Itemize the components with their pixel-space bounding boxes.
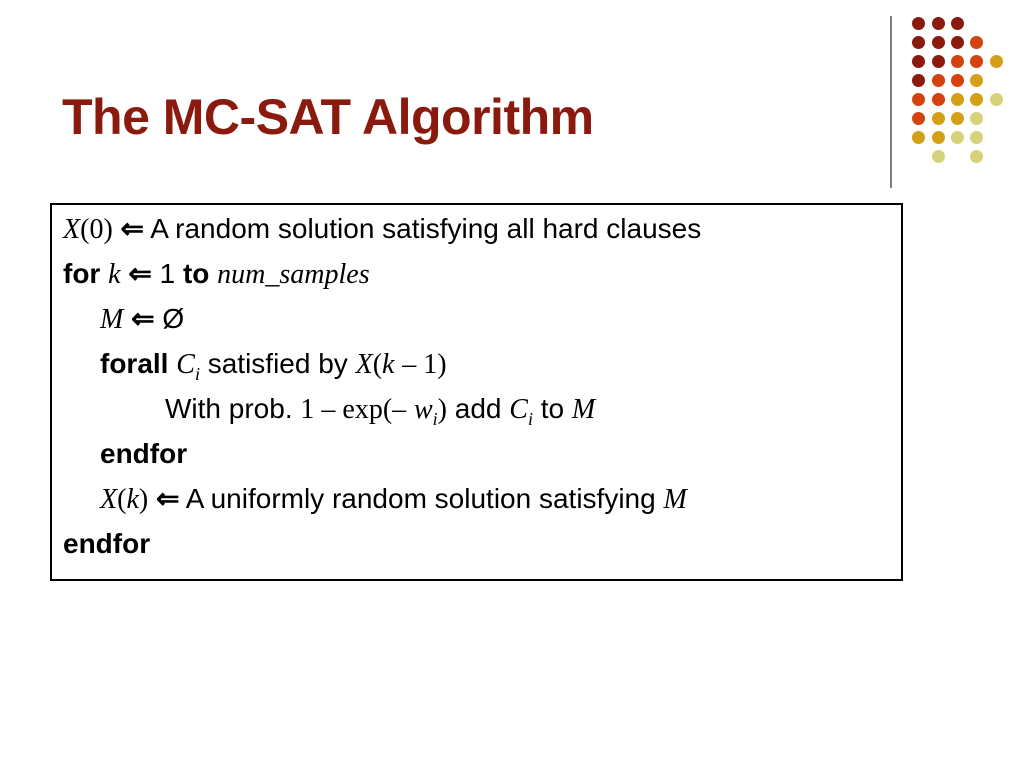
decorative-dot — [951, 93, 964, 106]
loop-end: num_samples — [217, 259, 370, 290]
decorative-dot — [932, 17, 945, 30]
decorative-dot — [970, 36, 983, 49]
decorative-dot — [970, 150, 983, 163]
clause-subscript: i — [194, 364, 200, 384]
forall-text: satisfied by — [207, 348, 348, 379]
decorative-dot — [932, 150, 945, 163]
with-prob-text: With prob. — [165, 393, 293, 424]
var-m: M — [663, 484, 687, 515]
decorative-dot — [970, 93, 983, 106]
decorative-dot — [932, 112, 945, 125]
decorative-dot — [951, 131, 964, 144]
algo-line-init: X(0) ⇐ A random solution satisfying all hard clauses — [63, 213, 702, 245]
var-x: X — [100, 484, 118, 515]
decorative-dot — [932, 36, 945, 49]
slide-title: The MC-SAT Algorithm — [62, 89, 594, 145]
decorative-dot — [970, 131, 983, 144]
decorative-dot — [912, 55, 925, 68]
decorative-dot — [990, 55, 1003, 68]
decorative-dot — [932, 93, 945, 106]
init-description: A random solution satisfying all hard clauses — [150, 213, 702, 244]
keyword-endfor: endfor — [63, 528, 151, 559]
title-divider-line — [890, 16, 892, 188]
algo-line-endfor-outer — [63, 528, 150, 560]
decorative-dot — [912, 74, 925, 87]
one-minus-exp: 1 – exp — [300, 394, 383, 425]
decorative-dot — [951, 55, 964, 68]
clause-subscript: i — [527, 409, 533, 429]
decorative-dot — [912, 93, 925, 106]
decorative-dot — [951, 36, 964, 49]
assign-arrow-icon: ⇐ — [155, 483, 180, 514]
decorative-dot — [932, 55, 945, 68]
algo-line-with-prob: With prob. 1 – exp(– $w_i$) add $C_i$ to M — [165, 393, 596, 429]
minus-one: – 1 — [402, 349, 438, 380]
negation: – — [392, 394, 407, 425]
keyword-forall: forall — [100, 348, 169, 379]
decorative-dot — [932, 74, 945, 87]
loop-var: k — [108, 259, 121, 290]
clause-var: C — [176, 349, 195, 380]
weight-var: w — [413, 394, 433, 425]
var-x-arg: 0 — [89, 214, 104, 245]
keyword-to: to — [182, 258, 210, 289]
decorative-dot — [970, 55, 983, 68]
algo-line-sample: X(k) ⇐ A uniformly random solution satisfying M — [100, 483, 687, 515]
to-text: to — [540, 393, 565, 424]
empty-set: Ø — [162, 303, 185, 334]
clause-var: C — [509, 394, 528, 425]
algo-line-init-m — [100, 303, 184, 336]
decorative-dot — [912, 17, 925, 30]
algo-line-forall: forall $C_i$ satisfied by X(k – 1) — [100, 348, 447, 384]
keyword-for: for — [63, 258, 101, 289]
add-text: add — [454, 393, 502, 424]
var-k: k — [126, 484, 139, 515]
var-m: M — [571, 394, 596, 425]
assign-arrow-icon: ⇐ — [120, 213, 145, 244]
decorative-dot — [970, 112, 983, 125]
decorative-dot — [912, 36, 925, 49]
decorative-dot — [912, 131, 925, 144]
decorative-dot — [932, 131, 945, 144]
decorative-dot — [990, 93, 1003, 106]
sample-description: A uniformly random solution satisfying — [185, 483, 656, 514]
weight-subscript: i — [432, 409, 438, 429]
var-k: k — [382, 349, 395, 380]
decorative-dot — [912, 112, 925, 125]
var-m: M — [100, 304, 124, 335]
algo-line-for — [63, 258, 370, 291]
decorative-dot — [951, 74, 964, 87]
decorative-dot — [970, 74, 983, 87]
var-x: X — [355, 349, 373, 380]
decorative-dot — [951, 17, 964, 30]
loop-start: 1 — [159, 258, 176, 289]
assign-arrow-icon: ⇐ — [128, 258, 152, 289]
assign-arrow-icon: ⇐ — [131, 303, 155, 334]
algo-line-endfor-inner — [100, 438, 187, 470]
algorithm-box — [50, 203, 903, 581]
keyword-endfor: endfor — [100, 438, 188, 469]
var-x: X — [63, 214, 81, 245]
decorative-dot — [951, 112, 964, 125]
